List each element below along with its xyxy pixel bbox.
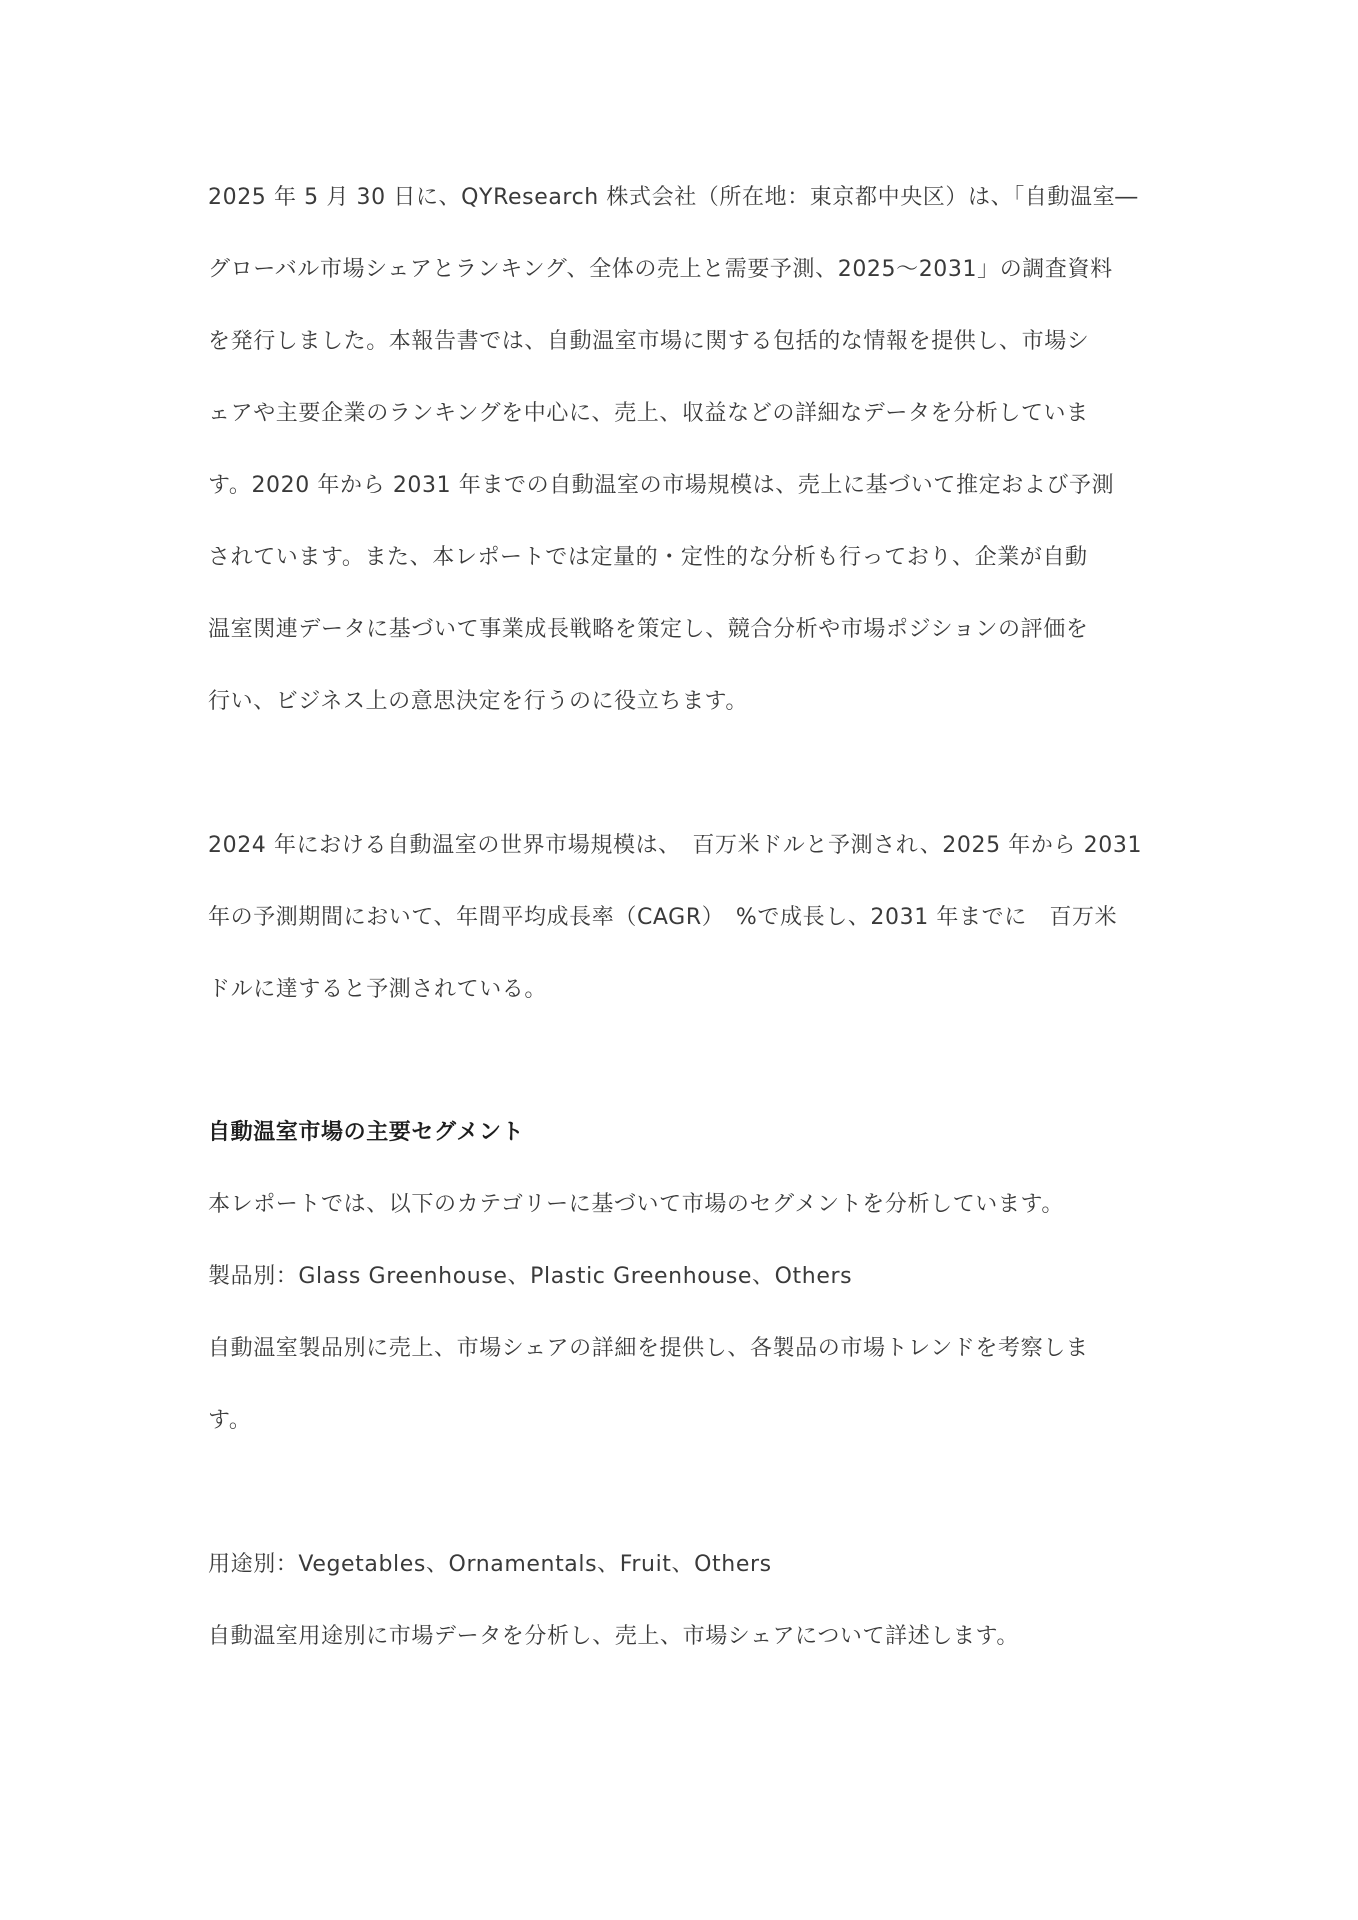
paragraph1-line-8: 行い、ビジネス上の意思決定を行うのに役立ちます。	[208, 689, 748, 714]
product-desc-line-2: す。	[208, 1408, 252, 1433]
paragraph1-line-4: ェアや主要企業のランキングを中心に、売上、収益などの詳細なデータを分析していま	[208, 401, 1089, 426]
paragraph1-line-5: す。2020 年から 2031 年までの自動温室の市場規模は、売上に基づいて推定および予測	[208, 473, 1115, 498]
segments-heading: 自動温室市場の主要セグメント	[208, 1120, 525, 1145]
product-segment-label: 製品別：Glass Greenhouse、Plastic Greenhouse、Others	[208, 1264, 853, 1289]
application-segment-label: 用途別：Vegetables、Ornamentals、Fruit、Others	[208, 1552, 772, 1577]
segments-intro: 本レポートでは、以下のカテゴリーに基づいて市場のセグメントを分析しています。	[208, 1192, 1064, 1217]
paragraph1-line-3: を発行しました。本報告書では、自動温室市場に関する包括的な情報を提供し、市場シ	[208, 329, 1090, 354]
paragraph1-line-1: 2025 年 5 月 30 日に、QYResearch 株式会社（所在地：東京都中央区）は、「自動温室―	[208, 185, 1138, 210]
paragraph2-line-3: ドルに達すると予測されている。	[208, 977, 548, 1002]
product-desc-line-1: 自動温室製品別に売上、市場シェアの詳細を提供し、各製品の市場トレンドを考察しま	[208, 1336, 1089, 1361]
paragraph1-line-6: されています。また、本レポートでは定量的・定性的な分析も行っており、企業が自動	[208, 545, 1088, 570]
paragraph1-line-7: 温室関連データに基づいて事業成長戦略を策定し、競合分析や市場ポジションの評価を	[208, 617, 1089, 642]
paragraph2-line-1: 2024 年における自動温室の世界市場規模は、 百万米ドルと予測され、2025 年から 2031	[208, 833, 1143, 858]
application-desc: 自動温室用途別に市場データを分析し、売上、市場シェアについて詳述します。	[208, 1624, 1019, 1649]
paragraph2-line-2: 年の予測期間において、年間平均成長率（CAGR） %で成長し、2031 年までに 百万米	[208, 905, 1118, 930]
paragraph1-line-2: グローバル市場シェアとランキング、全体の売上と需要予測、2025～2031」の調査資料	[208, 257, 1113, 282]
